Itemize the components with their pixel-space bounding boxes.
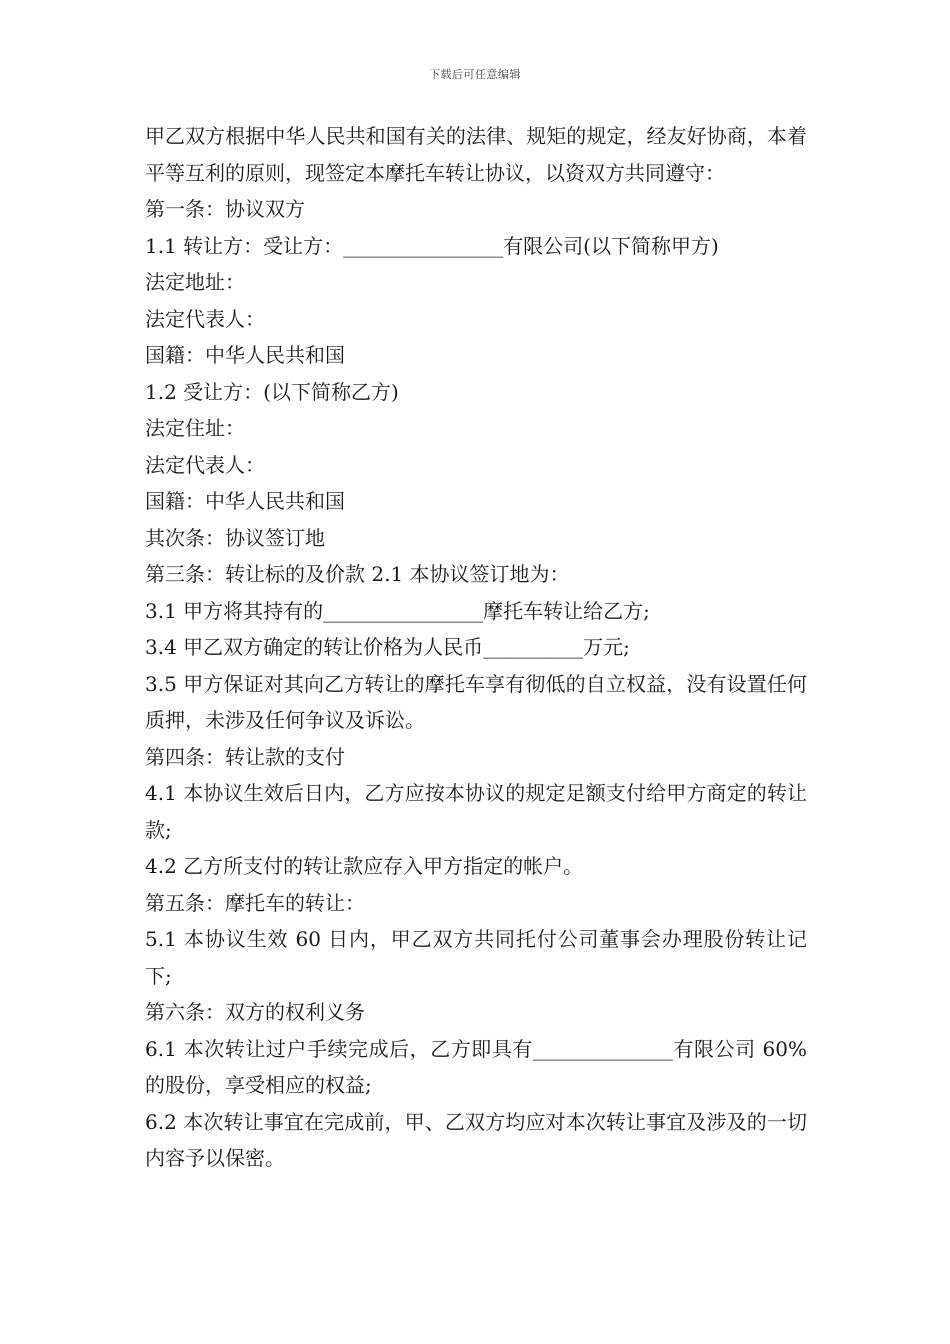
paragraph-nationality: 国籍：中华人民共和国 [145,343,345,367]
paragraph-nationality-2: 国籍：中华人民共和国 [145,489,345,513]
paragraph-3-1: 3.1 甲方将其持有的________________摩托车转让给乙方; [145,598,650,623]
paragraph-1-1: 1.1 转让方：受让方：________________有限公司(以下简称甲方) [145,233,719,258]
paragraph-6-2: 6.2 本次转让事宜在完成前，甲、乙双方均应对本次转让事宜及涉及的一切内容予以保密。 [145,1109,807,1170]
paragraph-article-1-heading: 第一条：协议双方 [145,197,305,221]
paragraph-legal-address: 法定地址： [145,270,245,294]
paragraph-legal-rep: 法定代表人： [145,306,265,331]
paragraph-legal-residence: 法定住址： [145,416,245,440]
paragraph-1-2: 1.2 受让方：(以下简称乙方) [145,379,399,404]
paragraph-4-1: 4.1 本协议生效后日内，乙方应按本协议的规定足额支付给甲方商定的转让款; [145,781,807,842]
paragraph-4-2: 4.2 乙方所支付的转让款应存入甲方指定的帐户。 [145,854,584,878]
paragraph-article-2-heading: 其次条：协议签订地 [145,525,325,550]
paragraph-article-6-heading: 第六条：双方的权利义务 [145,1000,365,1024]
paragraph-article-4-heading: 第四条：转让款的支付 [145,744,345,769]
paragraph-article-3-heading: 第三条：转让标的及价款 2.1 本协议签订地为： [145,562,570,586]
page-header-note: 下载后可任意编辑 [429,68,521,81]
paragraph-legal-rep-2: 法定代表人： [145,452,265,477]
paragraph-6-1: 6.1 本次转让过户手续完成后，乙方即具有______________有限公司 60% 的股份，享受相应的权益; [145,1036,807,1097]
document-body [145,118,807,1177]
paragraph-3-5: 3.5 甲方保证对其向乙方转让的摩托车享有彻低的自立权益，没有设置任何质押，未涉及任何争议及诉讼。 [145,671,807,732]
paragraph-preamble: 甲乙双方根据中华人民共和国有关的法律、规矩的规定，经友好协商，本着平等互利的原则，现签定本摩托车转让协议，以资双方共同遵守： [145,124,807,185]
paragraph-article-5-heading: 第五条：摩托车的转让： [145,890,365,915]
paragraph-5-1: 5.1 本协议生效 60 日内，甲乙双方共同托付公司董事会办理股份转让记下; [145,927,807,988]
paragraph-3-4: 3.4 甲乙双方确定的转让价格为人民币__________万元; [145,635,630,659]
